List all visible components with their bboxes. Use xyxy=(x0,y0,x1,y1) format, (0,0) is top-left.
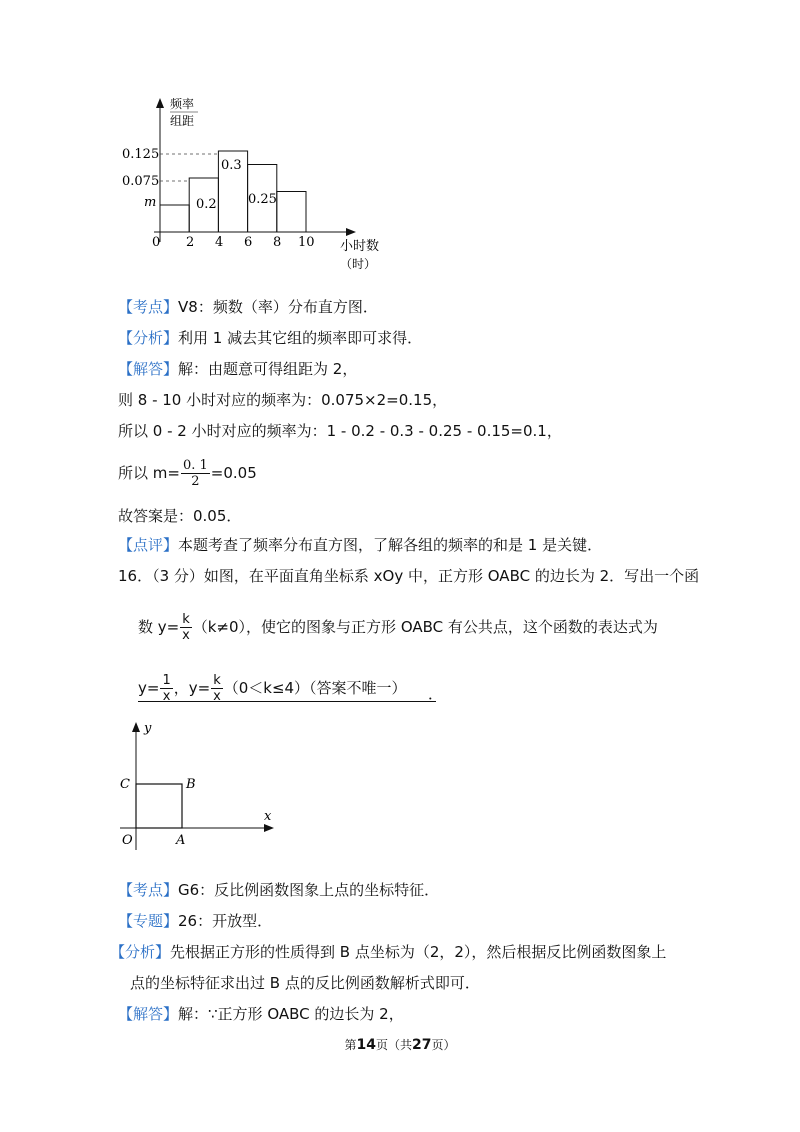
dianping-tag: 【点评】 xyxy=(118,536,179,554)
step3-num: 0. 1 xyxy=(182,458,208,473)
q16-line2 xyxy=(138,610,658,644)
step3-post: =0.05 xyxy=(210,464,257,482)
fig-x-arrow xyxy=(264,824,274,832)
fig-o-label: O xyxy=(122,833,133,848)
q16-jieda xyxy=(118,1003,404,1025)
histogram-bar xyxy=(160,205,189,232)
footer-page: 14 xyxy=(356,1037,376,1053)
line2-pre: 数 y= xyxy=(138,618,180,636)
q16-kaodian-text: G6：反比例函数图象上点的坐标特征． xyxy=(178,881,440,899)
q15-answer: 故答案是：0.05． xyxy=(118,507,242,525)
fig-y-label: y xyxy=(144,721,152,736)
ylabel-top: 频率 xyxy=(170,97,195,111)
xtick-10: 10 xyxy=(298,235,315,250)
jieda-text: 解：由题意可得组距为 2， xyxy=(178,360,358,378)
bar-label-03: 0.3 xyxy=(221,158,242,173)
jieda-tag: 【解答】 xyxy=(118,360,179,378)
ans-num2: k xyxy=(213,673,221,688)
fig-x-label: x xyxy=(264,809,272,824)
kaodian-text: V8：频数（率）分布直方图． xyxy=(178,298,378,316)
q15-kaodian xyxy=(118,296,378,318)
q16-answer xyxy=(138,671,407,705)
ans-fraction-1 xyxy=(160,673,172,704)
line2-post: （k≠0），使它的图象与正方形 OABC 有公共点，这个函数的表达式为 xyxy=(192,618,658,636)
ans-sep: ，y= xyxy=(173,679,211,697)
square-figure xyxy=(110,718,290,854)
page-footer xyxy=(0,1036,800,1053)
footer-mid: 页（共 xyxy=(375,1038,412,1052)
fig-y-arrow xyxy=(132,722,140,732)
xlabel-bottom: （时） xyxy=(340,257,377,271)
x-axis-arrow xyxy=(346,228,356,236)
ytick-0075: 0.075 xyxy=(122,174,160,189)
q15-step1: 则 8 - 10 小时对应的频率为：0.075×2=0.15， xyxy=(118,391,448,409)
q16-line1: 16．（3 分）如图，在平面直角坐标系 xOy 中，正方形 OABC 的边长为 2．写出一个函 xyxy=(118,567,700,585)
step3-den: 2 xyxy=(191,474,200,489)
q16-jieda-text: 解：∵正方形 OABC 的边长为 2， xyxy=(178,1005,404,1023)
ans-den2: x xyxy=(213,689,221,704)
xtick-8: 8 xyxy=(273,235,282,250)
xtick-0: 0 xyxy=(152,235,161,250)
q16-zhuanti-text: 26：开放型． xyxy=(178,912,273,930)
q15-step2: 所以 0 - 2 小时对应的频率为：1 - 0.2 - 0.3 - 0.25 - 0.15=0.1， xyxy=(118,422,562,440)
square-oabc xyxy=(136,784,182,828)
dianping-text: 本题考查了频率分布直方图，了解各组的频率的和是 1 是关键． xyxy=(178,536,603,554)
q16-fenxi-tag: 【分析】 xyxy=(110,943,171,961)
kaodian-tag: 【考点】 xyxy=(118,298,179,316)
q16-zhuanti-tag: 【专题】 xyxy=(118,912,179,930)
q16-kaodian-tag: 【考点】 xyxy=(118,881,179,899)
ytick-m: m xyxy=(144,195,157,210)
footer-post: 页） xyxy=(431,1038,456,1052)
q16-fenxi-cont: 点的坐标特征求出过 B 点的反比例函数解析式即可． xyxy=(130,974,480,992)
q15-dianping xyxy=(118,534,602,556)
ytick-0125: 0.125 xyxy=(122,147,160,162)
fenxi-text: 利用 1 减去其它组的频率即可求得． xyxy=(178,329,423,347)
q16-fenxi-text1: 先根据正方形的性质得到 B 点坐标为（2，2），然后根据反比例函数图象上 xyxy=(170,943,667,961)
fig-b-label: B xyxy=(186,777,196,792)
fenxi-tag: 【分析】 xyxy=(118,329,179,347)
ans-tail: （0＜k≤4）（答案不唯一） xyxy=(223,679,407,697)
q16-zhuanti xyxy=(118,910,272,932)
step3-pre: 所以 m= xyxy=(118,464,180,482)
q15-jieda xyxy=(118,358,357,380)
q16-jieda-tag: 【解答】 xyxy=(118,1005,179,1023)
xlabel-top: 小时数 xyxy=(340,239,380,254)
histogram-bar xyxy=(277,192,306,233)
ans-y1: y= xyxy=(138,679,160,697)
ans-den1: x xyxy=(162,689,171,704)
y-axis-arrow xyxy=(156,98,164,108)
xtick-6: 6 xyxy=(244,235,253,250)
line2-num: k xyxy=(182,612,190,627)
line2-fraction xyxy=(180,612,192,643)
ylabel-bottom: 组距 xyxy=(170,114,195,128)
ans-num1: 1 xyxy=(162,673,171,688)
footer-total: 27 xyxy=(412,1037,432,1053)
q16-kaodian xyxy=(118,879,439,901)
ans-fraction-2 xyxy=(211,673,223,704)
bar-label-025: 0.25 xyxy=(248,192,277,207)
histogram-figure xyxy=(118,92,398,274)
fig-a-label: A xyxy=(176,833,186,848)
xtick-2: 2 xyxy=(186,235,195,250)
q15-step3 xyxy=(118,456,257,490)
step3-fraction xyxy=(181,458,210,489)
ans-end: ． xyxy=(428,685,444,703)
q15-fenxi xyxy=(118,327,422,349)
fig-c-label: C xyxy=(120,777,130,792)
xtick-4: 4 xyxy=(215,235,224,250)
bar-label-02: 0.2 xyxy=(196,197,217,212)
line2-den: x xyxy=(182,628,190,643)
q16-fenxi xyxy=(110,941,666,963)
footer-pre: 第 xyxy=(344,1038,357,1052)
